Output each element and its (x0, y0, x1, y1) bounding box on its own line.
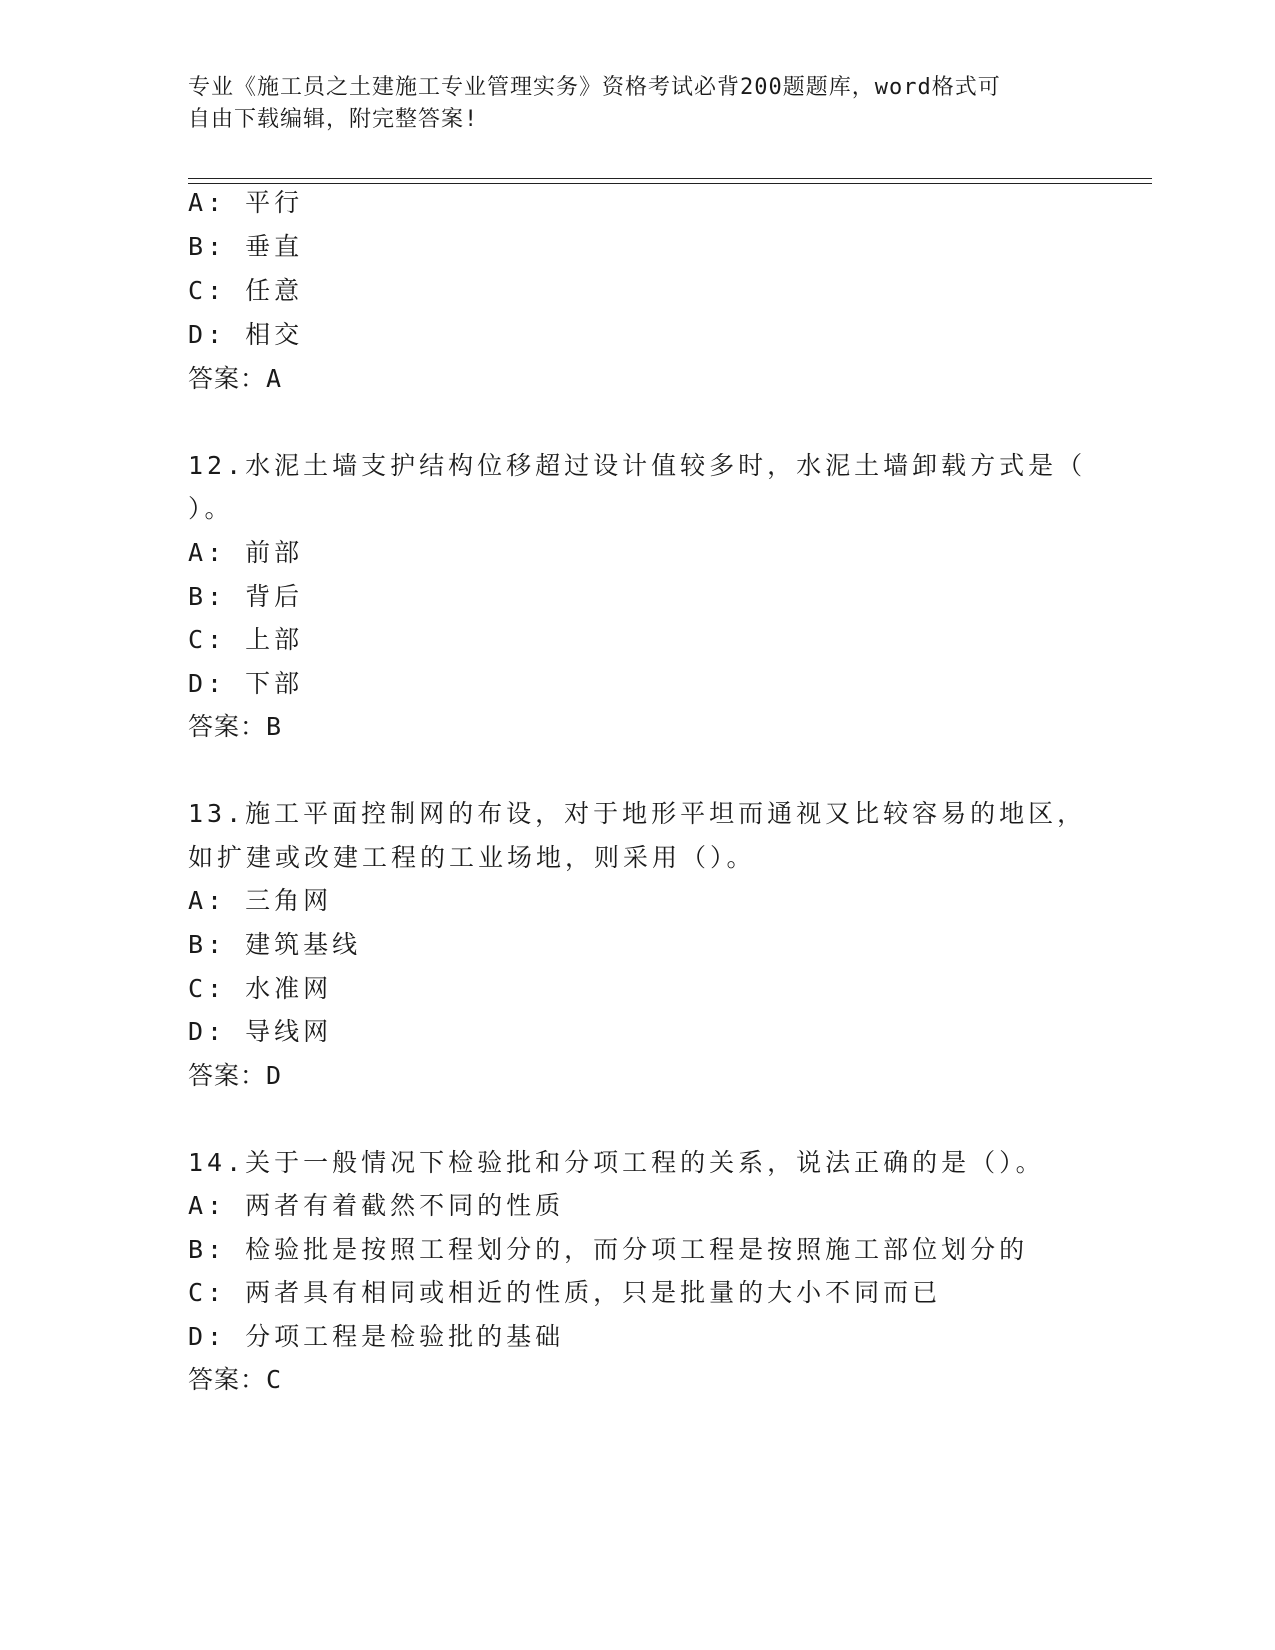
q13-option-b: B: 建筑基线 (188, 930, 362, 959)
q14-answer (188, 1365, 282, 1395)
q14-option-c: C: 两者具有相同或相近的性质，只是批量的大小不同而已 (188, 1278, 942, 1307)
q14-option-a: A: 两者有着截然不同的性质 (188, 1191, 565, 1220)
q14-question-line-1: 14.关于一般情况下检验批和分项工程的关系，说法正确的是（）。 (188, 1148, 1045, 1177)
q11-answer (188, 364, 282, 394)
document-header (188, 72, 1068, 136)
q13-option-a: A: 三角网 (188, 886, 333, 915)
q13-option-d: D: 导线网 (188, 1017, 333, 1046)
q13-question-line-1: 13.施工平面控制网的布设，对于地形平坦而通视又比较容易的地区， (188, 799, 1087, 828)
q14-answer-label: 答案： (188, 1365, 267, 1394)
q13-question-line-2: 如扩建或改建工程的工业场地，则采用（）。 (188, 843, 756, 872)
q14-answer-value: C (266, 1365, 283, 1394)
header-divider-bottom (188, 183, 1152, 184)
q11-answer-value: A (266, 364, 283, 393)
q13-answer (188, 1061, 282, 1091)
header-divider-top (188, 178, 1152, 179)
q11-option-a: A: 平行 (188, 188, 304, 217)
q13-answer-value: D (266, 1061, 283, 1090)
q11-option-b: B: 垂直 (188, 232, 304, 261)
q12-option-b: B: 背后 (188, 582, 304, 611)
header-line-2: 自由下载编辑，附完整答案! (188, 107, 479, 132)
q12-option-c: C: 上部 (188, 625, 304, 654)
q12-option-a: A: 前部 (188, 538, 304, 567)
q11-answer-label: 答案： (188, 364, 267, 393)
q13-option-c: C: 水准网 (188, 974, 333, 1003)
q13-answer-label: 答案： (188, 1061, 267, 1090)
q12-option-d: D: 下部 (188, 669, 304, 698)
q12-question-line-1: 12.水泥土墙支护结构位移超过设计值较多时，水泥土墙卸载方式是（ (188, 451, 1087, 480)
q11-option-c: C: 任意 (188, 276, 304, 305)
q14-option-d: D: 分项工程是检验批的基础 (188, 1322, 565, 1351)
header-line-1: 专业《施工员之土建施工专业管理实务》资格考试必背200题题库，word格式可 (188, 75, 1001, 100)
q14-option-b: B: 检验批是按照工程划分的，而分项工程是按照施工部位划分的 (188, 1235, 1029, 1264)
q12-answer-value: B (266, 712, 283, 741)
q12-question-line-2: ）。 (188, 494, 234, 523)
q12-answer-label: 答案： (188, 712, 267, 741)
q11-option-d: D: 相交 (188, 320, 304, 349)
q12-answer (188, 712, 282, 742)
